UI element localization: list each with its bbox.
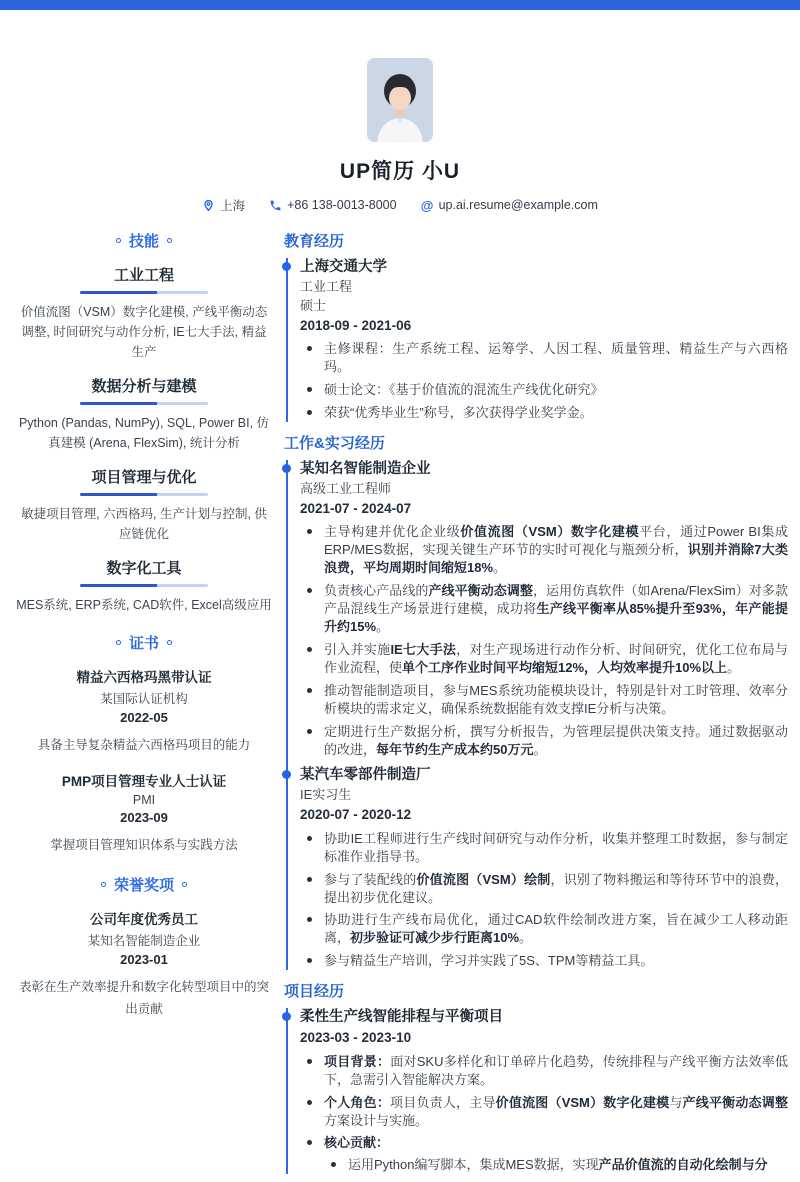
skill-group-title: 项目管理与优化 <box>91 469 197 486</box>
bullet-text: 项目背景：面对SKU多样化和订单碎片化趋势，传统排程与产线平衡方法效率低下，急需引入智能解决方案。 <box>324 1053 788 1087</box>
honor-date: 2023-01 <box>120 951 168 967</box>
ring-icon <box>116 640 121 645</box>
bullet-text: 运用Python编写脚本，集成MES数据，实现产品价值流的自动化绘制与分 <box>348 1157 768 1173</box>
candidate-name: UP简历 小U <box>339 160 461 183</box>
bullet-text: 主导构建并优化企业级价值流图（VSM）数字化建模平台，通过Power BI集成ERP/MES数据，实现关键生产环节的实时可视化与瓶颈分析，识别并消除7大类浪费，平均周期时间缩短18%。 <box>324 524 788 576</box>
honor-name: 公司年度优秀员工 <box>90 911 198 927</box>
work-period: 2021-07 - 2024-07 <box>300 500 412 516</box>
bullet-item <box>300 1134 788 1174</box>
skill-group-text: 价值流图（VSM）数字化建模, 产线平衡动态调整, 时间研究与动作分析, IE七大手法, 精益生产 <box>20 305 268 359</box>
bullet-text: 协助IE工程师进行生产线时间研究与动作分析，收集并整理工时数据，参与制定标准作业指导书。 <box>324 830 788 864</box>
education-section <box>284 230 788 422</box>
resume-body <box>0 214 800 1182</box>
work-period: 2020-07 - 2020-12 <box>300 807 412 823</box>
bullet-item <box>300 830 788 866</box>
location-pin-icon <box>202 199 215 212</box>
skill-group-title: 数字化工具 <box>106 560 182 577</box>
contact-phone <box>269 198 396 212</box>
timeline <box>286 1008 788 1174</box>
skill-group-text: MES系统, ERP系统, CAD软件, Excel高级应用 <box>16 598 272 612</box>
bullet-item <box>300 911 788 947</box>
ring-icon <box>116 238 121 243</box>
location-text: 上海 <box>220 199 246 213</box>
bullet-item <box>300 952 788 970</box>
project-entry <box>300 1008 788 1174</box>
certificates-title: 证书 <box>128 635 159 652</box>
skills-title: 技能 <box>128 233 159 250</box>
bullet-text: 荣获“优秀毕业生”称号，多次获得学业奖学金。 <box>324 404 593 420</box>
job-role: IE实习生 <box>300 787 352 803</box>
ring-icon <box>101 882 106 887</box>
work-entry <box>300 766 788 970</box>
certificates-section-header <box>16 632 272 653</box>
bullet-text: 定期进行生产数据分析，撰写分析报告，为管理层提供决策支持。通过数据驱动的改进，每年节约生产成本约50万元。 <box>324 723 788 757</box>
degree: 硕士 <box>300 297 327 313</box>
certificate-desc: 具备主导复杂精益六西格玛项目的能力 <box>37 738 251 752</box>
school-name: 上海交通大学 <box>300 259 387 275</box>
education-bullets <box>300 340 788 422</box>
ring-icon <box>182 882 187 887</box>
skills-section-header <box>16 230 272 251</box>
certificate-issuer: 某国际认证机构 <box>100 692 188 706</box>
project-period: 2023-03 - 2023-10 <box>300 1030 412 1046</box>
company-name: 某汽车零部件制造厂 <box>300 767 431 784</box>
bullet-item <box>300 682 788 718</box>
work-section <box>284 432 788 970</box>
bullet-text: 协助进行生产线布局优化，通过CAD软件绘制改进方案，旨在减少工人移动距离，初步验证可减少步行距离10%。 <box>324 912 788 946</box>
skill-group <box>16 264 272 362</box>
timeline-dot-icon <box>282 464 291 473</box>
skill-group <box>16 557 272 615</box>
underline-bar <box>80 584 208 587</box>
resume-header <box>0 10 800 214</box>
contact-email <box>421 198 598 212</box>
skill-group-text: Python (Pandas, NumPy), SQL, Power BI, 仿真建模 (Arena, FlexSim), 统计分析 <box>18 416 270 450</box>
bullet-text: 个人角色：项目负责人，主导价值流图（VSM）数字化建模与产线平衡动态调整方案设计与实施。 <box>324 1094 788 1128</box>
timeline <box>286 460 788 970</box>
bullet-text: 核心贡献： <box>324 1135 390 1151</box>
bullet-item <box>300 340 788 376</box>
projects-section <box>284 980 788 1174</box>
skill-group <box>16 375 272 453</box>
bullet-item <box>300 381 788 399</box>
major: 工业工程 <box>300 278 353 294</box>
bullet-item <box>300 641 788 677</box>
education-entry <box>300 258 788 422</box>
education-section-title: 教育经历 <box>284 233 345 250</box>
work-bullets <box>300 523 788 758</box>
bullet-text: 参与精益生产培训，学习并实践了5S、TPM等精益工具。 <box>324 953 654 969</box>
skill-group <box>16 466 272 544</box>
work-bullets <box>300 830 788 971</box>
education-period: 2018-09 - 2021-06 <box>300 317 412 333</box>
timeline <box>286 258 788 422</box>
timeline-dot-icon <box>282 770 291 779</box>
honors-section-header <box>16 874 272 895</box>
certificate-name: 精益六西格玛黑带认证 <box>76 670 212 685</box>
certificate-issuer: PMI <box>132 792 156 807</box>
job-role: 高级工业工程师 <box>300 480 392 496</box>
project-bullets <box>300 1053 788 1175</box>
ring-icon <box>167 238 172 243</box>
work-entry <box>300 460 788 759</box>
bullet-item <box>300 523 788 577</box>
company-name: 某知名智能制造企业 <box>300 460 431 477</box>
bullet-item <box>300 404 788 422</box>
underline-bar <box>80 291 208 294</box>
bullet-item <box>300 1094 788 1130</box>
honors-title: 荣誉奖项 <box>113 876 174 894</box>
timeline-dot-icon <box>282 262 291 271</box>
work-section-title: 工作&实习经历 <box>284 434 385 452</box>
bullet-text: 引入并实施IE七大手法，对生产现场进行动作分析、时间研究，优化工位布局与作业流程，使单个工序作业时间平均缩短12%，人均效率提升10%以上。 <box>324 641 788 675</box>
phone-text: +86 138-0013-8000 <box>287 198 397 212</box>
bullet-text: 负责核心产品线的产线平衡动态调整，运用仿真软件（如Arena/FlexSim）对多款产品混线生产场景进行建模，成功将生产线平衡率从85%提升至93%，年产能提升约15%。 <box>324 583 788 634</box>
certificate-item <box>16 666 272 757</box>
ring-icon <box>167 640 172 645</box>
bullet-item <box>300 871 788 907</box>
sidebar <box>16 230 272 1021</box>
skill-group-title: 数据分析与建模 <box>91 378 197 395</box>
bullet-text: 推动智能制造项目，参与MES系统功能模块设计，特别是针对工时管理、效率分析模块的需求定义，确保系统数据能有效支撑IE分析与决策。 <box>324 682 788 716</box>
honor-issuer: 某知名智能制造企业 <box>87 933 201 948</box>
phone-icon <box>269 199 282 212</box>
skill-group-title: 工业工程 <box>113 267 174 284</box>
project-name: 柔性生产线智能排程与平衡项目 <box>300 1009 503 1026</box>
underline-bar <box>80 493 208 496</box>
skill-group-text: 敏捷项目管理, 六西格玛, 生产计划与控制, 供应链优化 <box>21 507 267 541</box>
profile-photo <box>367 58 433 142</box>
certificate-desc: 掌握项目管理知识体系与实践方法 <box>50 837 238 852</box>
certificate-date: 2022-05 <box>120 710 168 725</box>
contact-location <box>202 196 245 214</box>
top-accent-bar <box>0 0 800 10</box>
honor-desc: 表彰在生产效率提升和数字化转型项目中的突出贡献 <box>18 979 269 1016</box>
email-at-icon: @ <box>420 197 434 213</box>
person-portrait-icon <box>367 58 433 142</box>
main-column <box>272 230 788 1182</box>
underline-bar <box>80 402 208 405</box>
contact-row <box>0 196 800 214</box>
certificate-item <box>16 770 272 857</box>
bullet-item <box>300 1053 788 1089</box>
email-text: up.ai.resume@example.com <box>438 198 598 212</box>
projects-section-title: 项目经历 <box>284 983 345 1001</box>
bullet-item <box>300 582 788 636</box>
honor-item <box>16 908 272 1021</box>
sub-bullet-item <box>324 1156 788 1174</box>
bullet-text: 主修课程：生产系统工程、运筹学、人因工程、质量管理、精益生产与六西格玛。 <box>324 341 788 375</box>
bullet-text: 参与了装配线的价值流图（VSM）绘制，识别了物料搬运和等待环节中的浪费，提出初步优化建议。 <box>324 871 788 905</box>
timeline-dot-icon <box>282 1012 291 1021</box>
certificate-date: 2023-09 <box>120 809 168 825</box>
project-sub-bullets <box>324 1156 788 1174</box>
bullet-text: 硕士论文：《基于价值流的混流生产线优化研究》 <box>324 382 604 398</box>
bullet-item <box>300 723 788 759</box>
certificate-name: PMP项目管理专业人士认证 <box>61 773 227 789</box>
